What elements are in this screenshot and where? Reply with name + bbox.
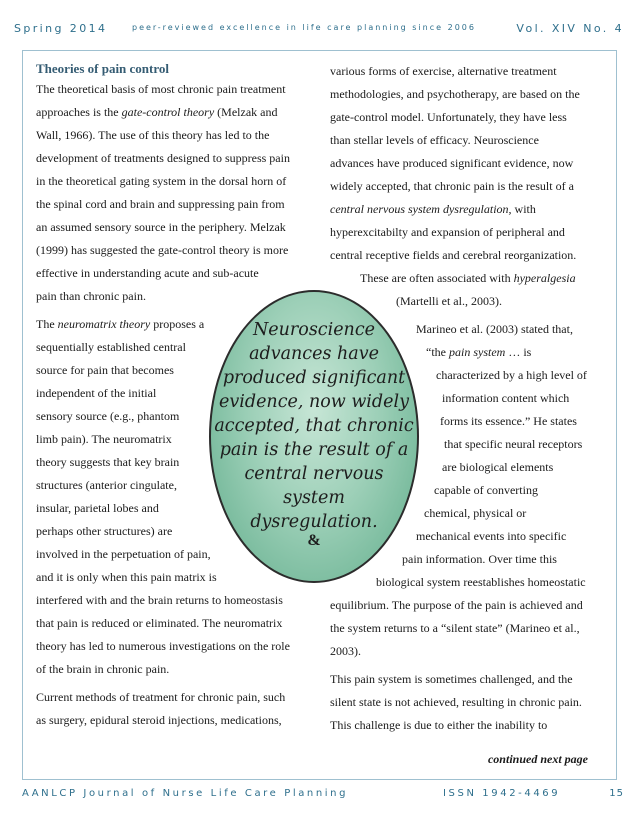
continued-note: continued next page: [487, 752, 588, 766]
text-line: methodologies, and psychotherapy, are based on the: [330, 87, 580, 101]
text-line: sensory source (e.g., phantom: [36, 409, 180, 423]
text-line: pain information. Over time this: [402, 552, 557, 566]
text-line: Wall, 1966). The use of this theory has led to the: [36, 128, 270, 142]
text-line: development of treatments designed to suppress pain: [36, 151, 290, 165]
text-line: hyperexcitabilty and expansion of peripheral and: [330, 225, 565, 239]
text-line: that pain is reduced or eliminated. The neuromatrix: [36, 616, 283, 630]
text-line: sequentially established central: [36, 340, 186, 354]
text-line: gate-control model. Unfortunately, they have less: [330, 110, 567, 124]
pull-quote: [209, 290, 419, 583]
text-line: limb pain). The neuromatrix: [36, 432, 172, 446]
text-line: source for pain that becomes: [36, 363, 174, 377]
header-volume: Vol. XIV No. 4: [516, 22, 624, 35]
page-header: [14, 22, 624, 38]
text-line: characterized by a high level of: [436, 368, 587, 382]
text-line: independent of the initial: [36, 386, 157, 400]
pull-quote-ornament: &: [307, 532, 321, 549]
text-line: silent state is not achieved, resulting in chronic pain.: [330, 695, 582, 709]
text-line: These are often associated with hyperalgesia: [360, 271, 576, 285]
text-line: This challenge is due to either the inability to: [330, 718, 548, 732]
text-line: forms its essence.” He states: [440, 414, 577, 428]
text-line: an assumed sensory source in the periphery. Melzak: [36, 220, 286, 234]
text-line: capable of converting: [434, 483, 538, 497]
text-line: perhaps other structures) are: [36, 524, 173, 538]
text-line: structures (anterior cingulate,: [36, 478, 177, 492]
pull-quote-line: advances have: [249, 344, 379, 364]
text-line: as surgery, epidural steroid injections, medications,: [36, 713, 282, 727]
text-line: of the brain in chronic pain.: [36, 662, 170, 676]
pull-quote-line: Neuroscience: [252, 320, 375, 340]
text-line: interfered with and the brain returns to homeostasis: [36, 593, 283, 607]
pull-quote-line: evidence, now widely: [219, 392, 409, 412]
page-footer: [22, 788, 624, 804]
text-line: insular, parietal lobes and: [36, 501, 159, 515]
pull-quote-line: central nervous system: [244, 464, 384, 508]
pull-quote-text: [211, 318, 417, 534]
text-line: (1999) has suggested the gate-control theory is more: [36, 243, 289, 257]
text-line: central nervous system dysregulation, with: [330, 202, 536, 216]
text-line: 2003).: [330, 644, 361, 658]
text-line: information content which: [442, 391, 570, 405]
pull-quote-line: accepted, that chronic: [214, 416, 414, 436]
text-line: widely accepted, that chronic pain is the result of a: [330, 179, 574, 193]
section-heading: Theories of pain control: [36, 61, 170, 76]
text-line: biological system reestablishes homeostatic: [376, 575, 586, 589]
header-tagline: peer-reviewed excellence in life care planning since 2006: [132, 23, 476, 32]
page-number: 15: [609, 788, 624, 799]
text-line: central receptive fields and cerebral reorganization.: [330, 248, 577, 262]
text-line: pain than chronic pain.: [36, 289, 146, 303]
text-line: equilibrium. The purpose of the pain is achieved and: [330, 598, 583, 612]
text-line: in the theoretical gating system in the dorsal horn of: [36, 174, 287, 188]
text-line: The theoretical basis of most chronic pain treatment: [36, 82, 286, 96]
text-line: effective in understanding acute and sub-acute: [36, 266, 259, 280]
text-line: (Martelli et al., 2003).: [396, 294, 502, 308]
text-line: This pain system is sometimes challenged, and the: [330, 672, 573, 686]
text-line: than stellar levels of efficacy. Neuroscience: [330, 133, 539, 147]
text-line: mechanical events into specific: [416, 529, 567, 543]
text-line: and it is only when this pain matrix is: [36, 570, 217, 584]
text-line: various forms of exercise, alternative treatment: [330, 64, 557, 78]
text-line: theory has led to numerous investigations on the role: [36, 639, 290, 653]
text-line: chemical, physical or: [424, 506, 527, 520]
text-line: theory suggests that key brain: [36, 455, 180, 469]
text-line: The neuromatrix theory proposes a: [36, 317, 205, 331]
text-line: the spinal cord and brain and suppressing pain from: [36, 197, 285, 211]
text-line: Current methods of treatment for chronic pain, such: [36, 690, 286, 704]
text-line: are biological elements: [442, 460, 554, 474]
footer-journal-title: AANLCP Journal of Nurse Life Care Planning: [22, 788, 349, 799]
text-line: involved in the perpetuation of pain,: [36, 547, 211, 561]
pull-quote-line: produced significant: [222, 368, 406, 388]
text-line: the system returns to a “silent state” (Marineo et al.,: [330, 621, 580, 635]
text-line: Marineo et al. (2003) stated that,: [416, 322, 573, 336]
text-line: that specific neural receptors: [444, 437, 583, 451]
text-line: approaches is the gate-control theory (Melzak and: [36, 105, 278, 119]
pull-quote-line: pain is the result of a: [219, 440, 409, 460]
text-line: advances have produced significant evidence, now: [330, 156, 574, 170]
pull-quote-line: dysregulation.: [250, 512, 378, 532]
footer-issn: ISSN 1942-4469: [443, 788, 561, 799]
header-issue-season: Spring 2014: [14, 22, 108, 35]
text-line: “the pain system … is: [426, 345, 532, 359]
